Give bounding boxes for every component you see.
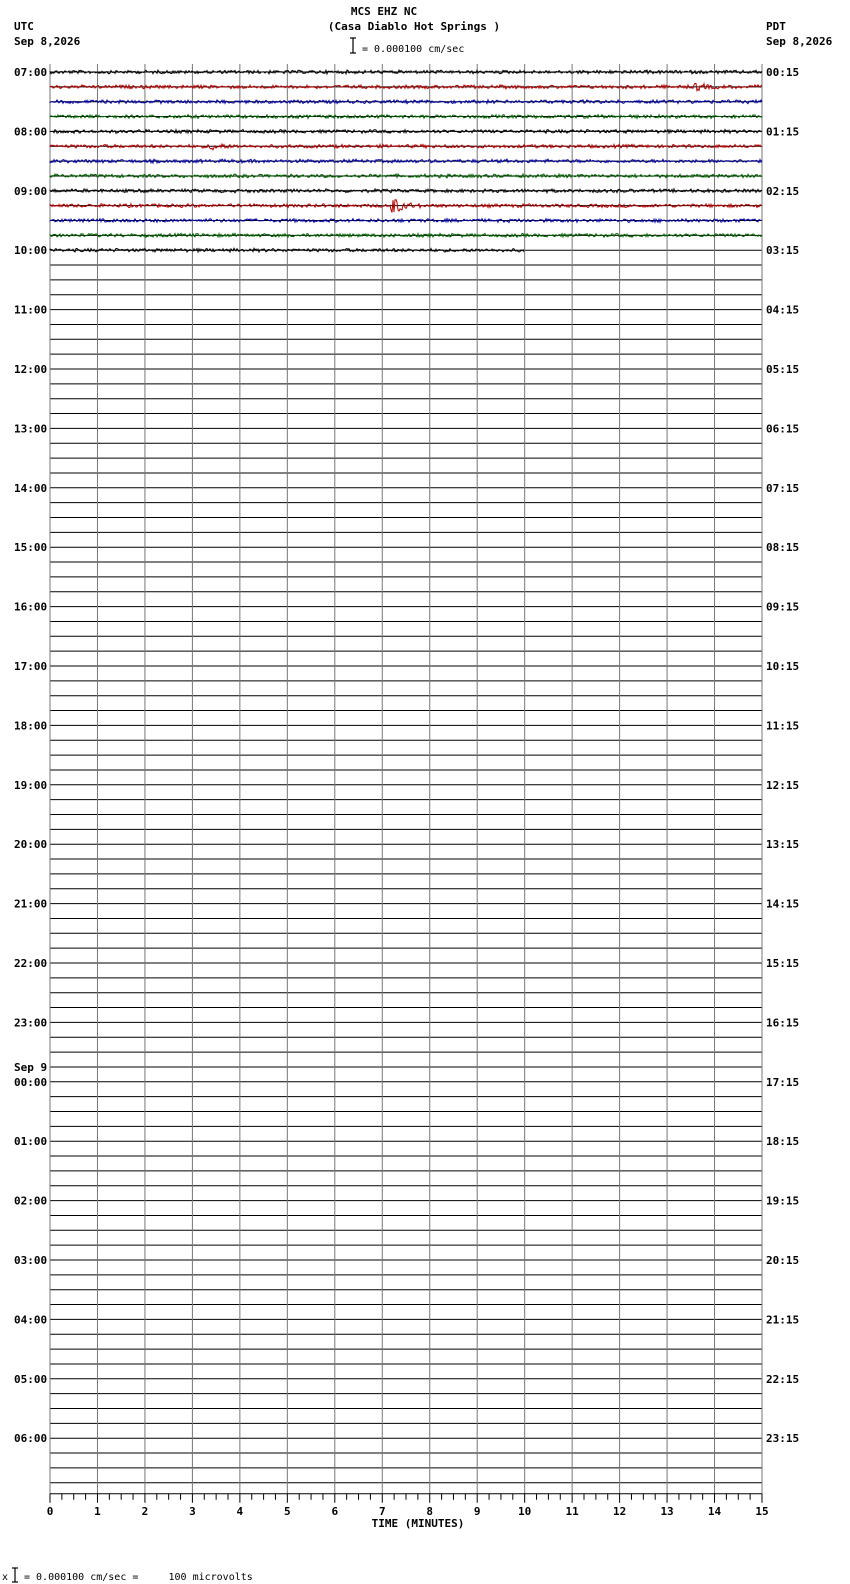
right-hour-label: 22:15 [766, 1372, 800, 1386]
x-tick-label: 0 [46, 1504, 54, 1518]
left-hour-label: 19:00 [14, 778, 48, 792]
x-tick-label: 6 [331, 1504, 339, 1518]
right-hour-label: 18:15 [766, 1135, 800, 1149]
chart-footer [2, 1568, 253, 1583]
trace-row [50, 130, 762, 134]
right-hour-label: 16:15 [766, 1016, 800, 1030]
x-tick-label: 12 [612, 1504, 627, 1518]
site-subtitle: (Casa Diablo Hot Springs ) [327, 20, 501, 33]
x-tick-label: 14 [707, 1504, 722, 1518]
left-hour-label: 22:00 [14, 957, 48, 970]
x-tick-label: 11 [565, 1504, 579, 1518]
right-hour-label: 05:15 [766, 363, 800, 376]
date-break-label: Sep 9 [14, 1060, 48, 1074]
right-hour-label: 23:15 [766, 1432, 800, 1446]
right-hour-label: 21:15 [766, 1313, 800, 1327]
right-hour-label: 04:15 [766, 303, 800, 317]
right-hour-label: 01:15 [766, 125, 800, 139]
left-hour-label: 10:00 [14, 244, 48, 258]
station-title: MCS EHZ NC [350, 5, 418, 18]
left-hour-label: 13:00 [14, 422, 48, 436]
left-date-label: Sep 8,2026 [14, 35, 81, 48]
right-hour-label: 07:15 [766, 481, 800, 495]
footer-prefix: x [2, 1572, 9, 1583]
right-hour-label: 06:15 [766, 422, 800, 436]
left-zone-label: UTC [14, 20, 34, 33]
footer-scale-label: = 0.000100 cm/sec = 100 microvolts [24, 1572, 253, 1583]
right-hour-label: 08:15 [766, 541, 800, 555]
x-tick-label: 4 [236, 1504, 244, 1518]
right-hour-label: 15:15 [766, 957, 800, 970]
x-tick-label: 2 [141, 1504, 149, 1518]
scale-label: = 0.000100 cm/sec [362, 44, 465, 55]
right-hour-label: 11:15 [766, 719, 800, 733]
chart-header [14, 5, 833, 55]
left-hour-label: 18:00 [14, 719, 48, 733]
right-hour-label: 13:15 [766, 838, 800, 852]
left-hour-label: 09:00 [14, 184, 48, 198]
right-time-axis [766, 66, 799, 1445]
left-hour-label: 23:00 [14, 1016, 48, 1030]
right-hour-label: 10:15 [766, 660, 800, 673]
x-tick-label: 7 [378, 1504, 386, 1518]
left-hour-label: 02:00 [14, 1194, 48, 1208]
left-hour-label: 17:00 [14, 660, 48, 673]
left-hour-label: 12:00 [14, 363, 48, 376]
trace-row [50, 219, 762, 223]
left-hour-label: 16:00 [14, 600, 48, 614]
right-hour-label: 14:15 [766, 897, 800, 911]
right-hour-label: 00:15 [766, 66, 800, 79]
right-hour-label: 17:15 [766, 1075, 800, 1089]
left-hour-label: 04:00 [14, 1313, 48, 1327]
left-hour-label: 05:00 [14, 1372, 48, 1386]
x-tick-label: 3 [189, 1504, 196, 1518]
left-hour-label: 07:00 [14, 66, 48, 79]
x-tick-label: 10 [518, 1504, 532, 1518]
trace-row [50, 233, 762, 237]
x-tick-label: 9 [473, 1504, 481, 1518]
x-tick-label: 15 [755, 1504, 769, 1518]
x-tick-label: 8 [426, 1504, 434, 1518]
chart-grid [50, 64, 762, 1494]
right-hour-label: 19:15 [766, 1194, 800, 1208]
left-hour-label: 11:00 [14, 303, 48, 317]
scale-bar-icon [350, 38, 356, 53]
x-tick-label: 1 [94, 1504, 101, 1518]
left-hour-label: 08:00 [14, 125, 48, 139]
left-hour-label: 00:00 [14, 1075, 48, 1089]
left-hour-label: 20:00 [14, 838, 48, 852]
x-tick-label: 13 [660, 1504, 674, 1518]
right-hour-label: 02:15 [766, 184, 800, 198]
x-axis [47, 1494, 769, 1530]
right-zone-label: PDT [766, 20, 786, 33]
left-hour-label: 15:00 [14, 541, 48, 555]
right-hour-label: 09:15 [766, 600, 800, 614]
right-date-label: Sep 8,2026 [766, 35, 833, 48]
x-axis-label: TIME (MINUTES) [371, 1516, 465, 1530]
footer-scale-icon [12, 1568, 18, 1582]
left-hour-label: 21:00 [14, 897, 48, 911]
left-time-axis [14, 66, 47, 1445]
right-hour-label: 12:15 [766, 778, 800, 792]
right-hour-label: 03:15 [766, 244, 800, 258]
left-hour-label: 14:00 [14, 481, 48, 495]
left-hour-label: 01:00 [14, 1135, 48, 1149]
right-hour-label: 20:15 [766, 1254, 800, 1267]
left-hour-label: 06:00 [14, 1432, 48, 1446]
trace-row [50, 144, 762, 150]
left-hour-label: 03:00 [14, 1254, 48, 1267]
x-tick-label: 5 [284, 1504, 291, 1518]
